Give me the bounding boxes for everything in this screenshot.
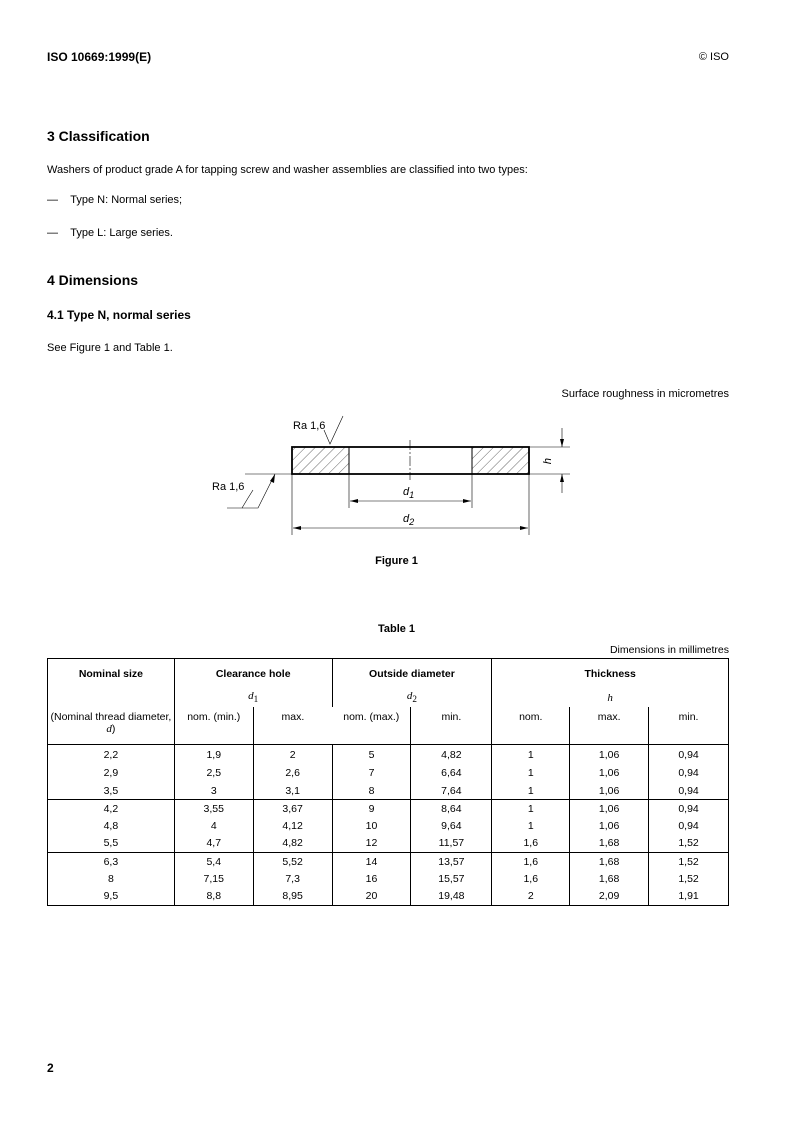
table-cell: 3 bbox=[174, 782, 253, 800]
table-cell: 0,94 bbox=[678, 802, 699, 815]
table-cell: 1,52 bbox=[678, 837, 699, 850]
table-cell: 2,6 bbox=[253, 765, 332, 783]
subscript: 1 bbox=[253, 694, 259, 705]
table-cell: 1,52 bbox=[678, 872, 699, 885]
dimensions-table bbox=[47, 658, 729, 906]
table-cell: 9,5 bbox=[48, 888, 175, 906]
table-cell: 2,2 bbox=[48, 745, 175, 765]
page-number: 2 bbox=[47, 1061, 54, 1075]
paragraph: See Figure 1 and Table 1. bbox=[47, 342, 173, 354]
table-cell: 4,8 bbox=[48, 817, 175, 835]
table-row bbox=[48, 817, 729, 835]
table-cell: 8,95 bbox=[253, 888, 332, 906]
table-cell: 7 bbox=[332, 765, 411, 783]
table-row bbox=[48, 835, 729, 853]
table-cell: 1,6 bbox=[492, 835, 570, 853]
table-cell: 0,94 bbox=[678, 784, 699, 797]
table-cell: 4 bbox=[174, 817, 253, 835]
table-cell: 4,82 bbox=[411, 745, 492, 765]
table-cell: 8,8 bbox=[174, 888, 253, 906]
roughness-label-top: Ra 1,6 bbox=[293, 420, 326, 432]
symbol-d2 bbox=[332, 689, 492, 707]
dim-subscript: 1 bbox=[409, 490, 415, 501]
symbol: d bbox=[406, 690, 413, 703]
table-cell: 1 bbox=[492, 817, 570, 835]
table-cell: 7,15 bbox=[174, 870, 253, 888]
table-cell: 14 bbox=[332, 852, 411, 870]
table-cell: 9,64 bbox=[411, 817, 492, 835]
dimension-h: h bbox=[542, 457, 555, 465]
table-cell: 5,52 bbox=[253, 852, 332, 870]
table-cell: 10 bbox=[332, 817, 411, 835]
table-cell: 1 bbox=[492, 765, 570, 783]
table-cell: 7,64 bbox=[411, 782, 492, 800]
section-heading: 3 Classification bbox=[47, 128, 150, 144]
table-note: Dimensions in millimetres bbox=[609, 644, 729, 656]
dimension-d1 bbox=[403, 486, 414, 500]
blank-cell bbox=[48, 689, 175, 707]
table-cell: 20 bbox=[332, 888, 411, 906]
table-cell: 3,5 bbox=[48, 782, 175, 800]
table-cell: 15,57 bbox=[411, 870, 492, 888]
table-cell: 4,7 bbox=[174, 835, 253, 853]
dim-symbol: d bbox=[403, 513, 410, 525]
column-header: min. bbox=[411, 707, 492, 745]
table-cell: 1,06 bbox=[570, 800, 649, 818]
paragraph: Washers of product grade A for tapping screw and washer assemblies are classified into two types: bbox=[47, 164, 528, 176]
copyright: © ISO bbox=[698, 51, 729, 63]
document-id: ISO 10669:1999(E) bbox=[47, 50, 152, 64]
table-cell: 16 bbox=[332, 870, 411, 888]
table-row bbox=[48, 888, 729, 906]
table-cell: 8,64 bbox=[411, 800, 492, 818]
header-clearance-hole: Clearance hole bbox=[174, 659, 332, 689]
figure-note: Surface roughness in micrometres bbox=[561, 388, 729, 400]
table-row bbox=[48, 870, 729, 888]
subsection-heading: 4.1 Type N, normal series bbox=[47, 308, 191, 322]
symbol: d bbox=[248, 690, 254, 703]
table-cell: 1,68 bbox=[570, 852, 649, 870]
table-cell: 13,57 bbox=[411, 852, 492, 870]
table-row bbox=[48, 765, 729, 783]
table-cell: 3,1 bbox=[253, 782, 332, 800]
table-row bbox=[48, 852, 729, 870]
dim-symbol: d bbox=[403, 486, 410, 498]
table-cell: 1,68 bbox=[570, 835, 649, 853]
table-cell: 5 bbox=[332, 745, 411, 765]
table-cell: 7,3 bbox=[253, 870, 332, 888]
dim-subscript: 2 bbox=[409, 517, 415, 528]
table-cell: 1,06 bbox=[570, 765, 649, 783]
table-cell: 4,82 bbox=[253, 835, 332, 853]
table-cell: 6,3 bbox=[48, 852, 175, 870]
dash: — bbox=[47, 227, 58, 239]
figure-caption: Figure 1 bbox=[375, 555, 418, 567]
table-cell: 5,4 bbox=[174, 852, 253, 870]
table-cell: 3,55 bbox=[174, 800, 253, 818]
washer-drawing bbox=[0, 0, 793, 560]
table-cell: 2 bbox=[253, 745, 332, 765]
table-cell: 11,57 bbox=[411, 835, 492, 853]
table-cell: 8 bbox=[332, 782, 411, 800]
table-cell: 4,2 bbox=[48, 800, 175, 818]
label: (Nominal thread diameter, bbox=[50, 710, 172, 723]
table-cell: 1,06 bbox=[570, 782, 649, 800]
column-header: max. bbox=[281, 710, 305, 723]
roughness-label-left: Ra 1,6 bbox=[212, 481, 245, 493]
table-cell: 19,48 bbox=[411, 888, 492, 906]
hatched-section-right bbox=[472, 447, 529, 474]
label: ) bbox=[111, 722, 116, 735]
table-cell: 1,68 bbox=[570, 870, 649, 888]
table-cell: 1,06 bbox=[570, 745, 649, 765]
list-item-text: Type N: Normal series; bbox=[70, 194, 183, 206]
column-header: max. bbox=[570, 707, 649, 745]
table-cell: 9 bbox=[332, 800, 411, 818]
table-cell: 6,64 bbox=[411, 765, 492, 783]
table-cell: 12 bbox=[332, 835, 411, 853]
table-cell: 1 bbox=[492, 800, 570, 818]
header-thickness: Thickness bbox=[584, 667, 636, 680]
table-caption: Table 1 bbox=[377, 623, 416, 635]
header-nominal-size: Nominal size bbox=[48, 659, 175, 689]
table-cell: 1,6 bbox=[492, 852, 570, 870]
table-row bbox=[48, 782, 729, 800]
table-cell: 1 bbox=[492, 745, 570, 765]
header-nominal-thread bbox=[48, 707, 175, 745]
table-cell: 4,12 bbox=[253, 817, 332, 835]
table-cell: 0,94 bbox=[678, 820, 699, 833]
column-header: nom. (min.) bbox=[174, 707, 253, 745]
list-item-text: Type L: Large series. bbox=[70, 227, 173, 239]
table-cell: 2,9 bbox=[48, 765, 175, 783]
table-cell: 1,9 bbox=[174, 745, 253, 765]
subscript: 2 bbox=[412, 694, 417, 705]
table-cell: 1 bbox=[492, 782, 570, 800]
table-row bbox=[48, 745, 729, 765]
table-cell: 2 bbox=[492, 888, 570, 906]
column-header: nom. bbox=[492, 707, 570, 745]
table-cell: 2,5 bbox=[174, 765, 253, 783]
dimension-d2 bbox=[403, 513, 414, 527]
column-header: nom. (max.) bbox=[332, 707, 411, 745]
table-cell: 1,6 bbox=[492, 870, 570, 888]
table-cell: 5,5 bbox=[48, 835, 175, 853]
table-cell: 2,09 bbox=[570, 888, 649, 906]
section-heading: 4 Dimensions bbox=[47, 272, 139, 288]
table-cell: 0,94 bbox=[678, 767, 699, 780]
table-cell: 1,06 bbox=[570, 817, 649, 835]
hatched-section-left bbox=[292, 447, 349, 474]
table-cell: 3,67 bbox=[253, 800, 332, 818]
label-symbol: d bbox=[106, 722, 112, 735]
table-row bbox=[48, 800, 729, 818]
table-cell: 1,91 bbox=[678, 890, 699, 903]
table-cell: 1,52 bbox=[678, 855, 699, 868]
dash: — bbox=[47, 194, 58, 206]
symbol-d1 bbox=[174, 689, 332, 707]
table-cell: 8 bbox=[48, 870, 175, 888]
symbol-h: h bbox=[607, 691, 613, 704]
header-outside-diameter: Outside diameter bbox=[332, 659, 492, 689]
column-header: min. bbox=[678, 710, 699, 723]
table-cell: 0,94 bbox=[678, 748, 699, 761]
